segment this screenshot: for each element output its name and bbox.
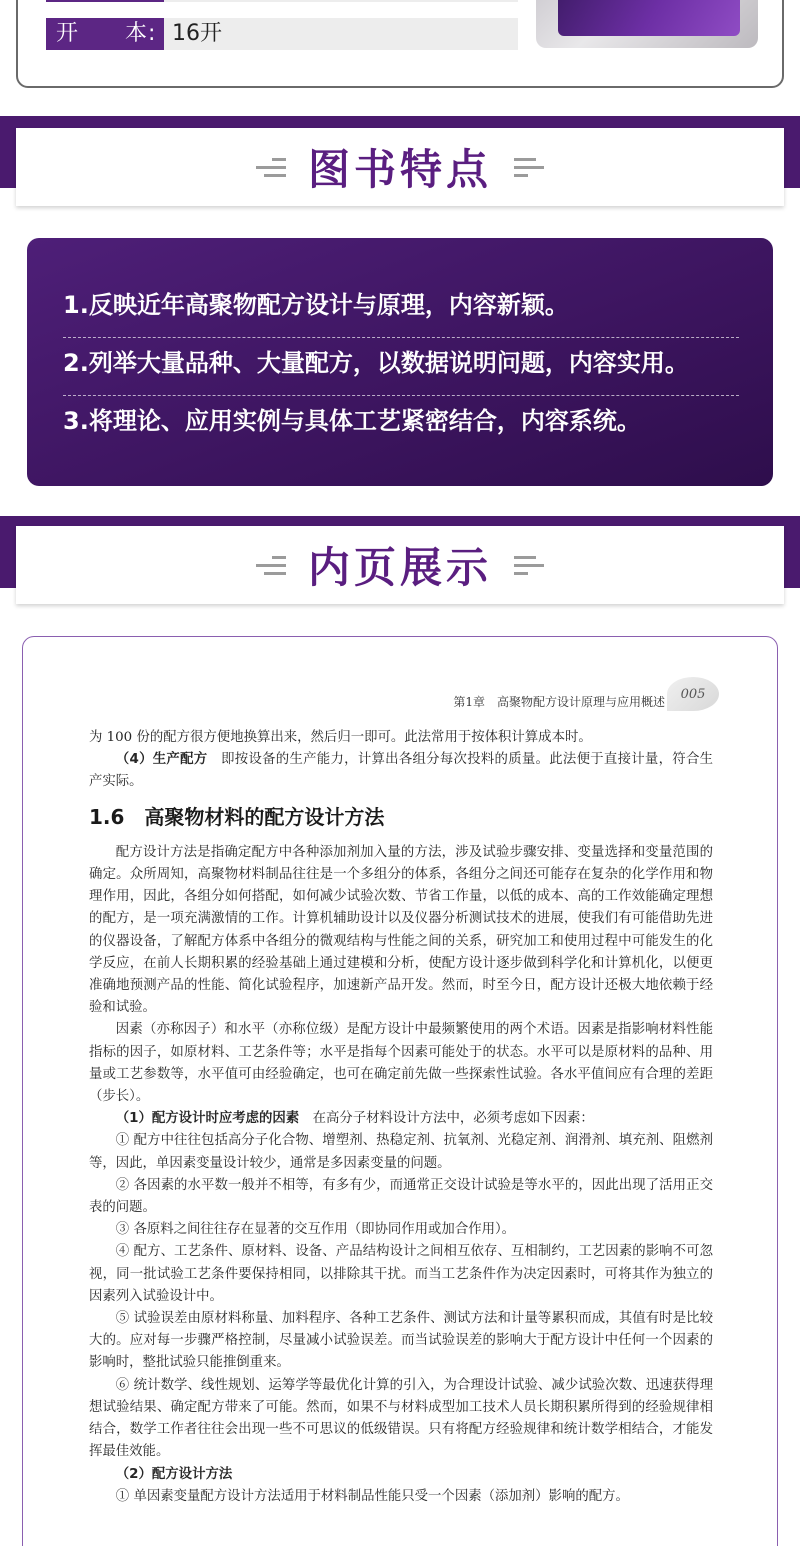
list-item: ① 单因素变量配方设计方法适用于材料制品性能只受一个因素（添加剂）影响的配方。	[115, 1488, 629, 1504]
preview-title: 内页展示	[307, 543, 492, 592]
list-item: ③ 各原料之间往往存在显著的交互作用（即协同作用或加合作用）。	[115, 1222, 516, 1238]
preview-header	[16, 526, 784, 604]
paragraph	[89, 749, 713, 793]
feature-item: 1.反映近年高聚物配方设计与原理，内容新颖。	[63, 280, 739, 338]
book-cover-image	[536, 0, 758, 48]
page-body	[89, 727, 713, 1508]
sample-page	[22, 636, 778, 1546]
publish-date-value	[164, 0, 518, 2]
format-row	[46, 18, 518, 50]
paragraph: 为 100 份的配方很方便地换算出来，然后归一即可。此法常用于按体积计算成本时。	[89, 730, 592, 745]
title-deco-left	[256, 158, 286, 177]
format-value: 16开	[164, 18, 518, 50]
cover-art	[558, 0, 740, 36]
running-head: 第1章 高聚物配方设计原理与应用概述	[453, 695, 665, 709]
list-item: ① 配方中往往包括高分子化合物、增塑剂、热稳定剂、抗氧剂、光稳定剂、润滑剂、填充剂、阻燃剂等，因此，单因素变量设计较少，通常是多因素变量的问题。	[89, 1133, 713, 1171]
publish-date-label	[46, 0, 164, 2]
list-item: ⑤ 试验误差由原材料称量、加料程序、各种工艺条件、测试方法和计量等累积而成，其值有时是比较大的。应对每一步骤严格控制，尽量减小试验误差。而当试验误差的影响大于配方设计中任何一个因素的影响时，整批试验只能推倒重来。	[89, 1311, 713, 1371]
features-box	[27, 238, 773, 486]
paragraph-text: 即按设备的生产能力，计算出各组分每次投料的质量。此法便于直接计量，符合生产实际。	[89, 752, 713, 790]
paragraph	[89, 1464, 713, 1486]
features-title: 图书特点	[307, 145, 492, 194]
paragraph-text: 在高分子材料设计方法中，必须考虑如下因素：	[299, 1111, 594, 1127]
list-item: ⑥ 统计数学、线性规划、运筹学等最优化计算的引入，为合理设计试验、减少试验次数、迅速获得理想试验结果、确定配方带来了可能。然而，如果不与材料成型加工技术人员长期积累所得到的经验规律相结合，数学工作者往往会出现一些不可思议的低级错误。只有将配方经验规律和统计数学相结合，才能发挥最佳效能。	[89, 1377, 713, 1460]
publish-date-row	[46, 0, 518, 2]
page-number: 005	[667, 677, 719, 711]
feature-item: 3.将理论、应用实例与具体工艺紧密结合，内容系统。	[63, 407, 641, 435]
title-deco-right	[514, 158, 544, 177]
paragraph-lead: （2）配方设计方法	[115, 1466, 233, 1482]
paragraph-lead: （1）配方设计时应考虑的因素	[115, 1111, 300, 1127]
list-item: ④ 配方、工艺条件、原材料、设备、产品结构设计之间相互依存、互相制约，工艺因素的影响不可忽视，同一批试验工艺条件要保持相同，以排除其干扰。而当工艺条件作为决定因素时，可将其作为独立的因素列入试验设计中。	[89, 1244, 713, 1304]
paragraph: 配方设计方法是指确定配方中各种添加剂加入量的方法，涉及试验步骤安排、变量选择和变量范围的确定。众所周知，高聚物材料制品往往是一个多组分的体系，各组分之间还可能存在复杂的化学作用和物理作用，因此，各组分如何搭配，如何减少试验次数、节省工作量，以低的成本、高的工作效能确定理想的配方，是一项充满激情的工作。计算机辅助设计以及仪器分析测试技术的进展，使我们有可能借助先进的仪器设备，了解配方体系中各组分的微观结构与性能之间的关系，研究加工和使用过程中可能发生的化学反应，在前人长期积累的经验基础上通过建模和分析，使配方设计逐步做到科学化和计算机化，以便更准确地预测产品的性能、简化试验程序，加速新产品开发。然而，时至今日，配方设计还极大地依赖于经验和试验。	[89, 844, 713, 1016]
title-deco-left	[256, 556, 286, 575]
list-item: ② 各因素的水平数一般并不相等，有多有少，而通常正交设计试验是等水平的，因此出现了活用正交表的问题。	[89, 1177, 713, 1216]
paragraph-lead: （4）生产配方	[115, 752, 208, 768]
section-heading: 1.6 高聚物材料的配方设计方法	[89, 804, 385, 829]
paragraph: 因素（亦称因子）和水平（亦称位级）是配方设计中最频繁使用的两个术语。因素是指影响材料性能指标的因子，如原材料、工艺条件等；水平是指每个因素可能处于的状态。水平可以是原材料的品种、用量或工艺参数等，水平值可由经验确定，也可在确定前先做一些探索性试验。各水平值间应有合理的差距（步长）。	[89, 1022, 713, 1105]
paragraph	[89, 1108, 713, 1130]
features-header	[16, 128, 784, 206]
book-info-card	[16, 0, 784, 88]
format-label: 开 本:	[46, 18, 164, 50]
title-deco-right	[514, 556, 544, 575]
feature-item: 2.列举大量品种、大量配方，以数据说明问题，内容实用。	[63, 338, 739, 396]
